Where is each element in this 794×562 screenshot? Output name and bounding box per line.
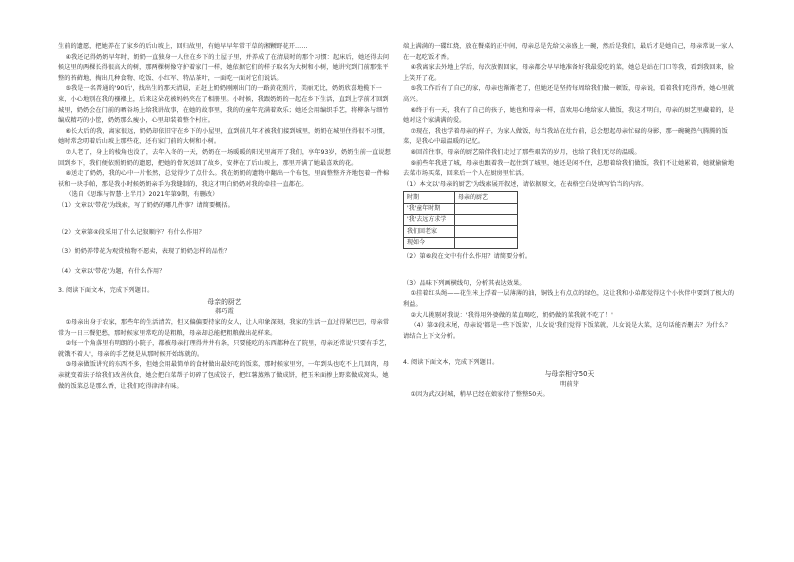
table-header: 时期 [404, 192, 455, 203]
paragraph: ①因为武汉封城，稍早已经在娘家待了整整50天。 [410, 391, 549, 399]
paragraph: ②每一个角落里有明朗的小院子，都被母亲打理得井井有条，只要能吃的东西都种在了院里，母亲还常说'只要有手艺，就饿不着人'，母亲的手艺便是从那时候开始练就的。 [58, 340, 391, 358]
paragraph: ⑦人老了，身上的棱角也没了，去年入冬的一天，奶奶在一场暖暖的阳光里离开了我们，享年93岁，奶奶生前一直说想回到乡下，我们便依照奶奶的遗愿，把她的骨灰送回了故乡，安葬在了后山坡上，那里开满了她最喜欢的花。 [58, 148, 391, 167]
answer-cell [455, 237, 518, 248]
paragraph: ⑤我是一名普通的'90后'，找出生的那天清晨，正赶上奶奶刚刚出门的一路黄花照片，美丽无比，奶奶欣喜地揽下一束，小心地别在我的襁褓上，后来这朵花被妈妈夹在了相册里。小时候，我跟奶奶的一起在乡下生活，直到上学前才回到城里，奶奶会在门前的晒谷场上给我讲故事，在她的故事里，我的的童年充满着欢乐；她还会用编织手艺，将柳条与细竹编成精巧的小筐，奶奶那么瘦小，心里却装着整个村庄。 [58, 85, 389, 125]
section-heading: 4. 阅读下面文本，完成下列题目。 [403, 359, 499, 367]
paragraph: ⑦现在，我也学着母亲的样子，为家人做饭，每当我站在灶台前，总会想起母亲忙碌的身影，那一碗碗热气腾腾的饭菜，是我心中最温暖的记忆。 [403, 127, 728, 146]
answer-cell [455, 203, 518, 214]
question-2: （2）第⑥段在文中有什么作用？请简要分析。 [403, 253, 532, 261]
paragraph: ③母亲做饭讲究的东西不多，但她会用最简单的食材做出最好吃的饭菜，那时候家里穷，一年到头也吃不上几回肉，母亲就变着法子给我们改善伙食，她会把白菜帮子切碎了包成饺子，把红薯蒸熟了做成饼，把玉米面掺上野菜做成窝头，她做的饭菜总是那么香，让我们吃得津津有味。 [58, 361, 390, 390]
question-2: （2）文章第④段采用了什么记叙顺序？有什么作用？ [58, 228, 205, 236]
right-column [403, 42, 736, 401]
table-row [404, 215, 518, 226]
essay-title: 母亲的厨艺 [207, 297, 242, 306]
paragraph: ⑨前些年我进了城，母亲也跟着我一起住到了城里，她还是闲不住，总想着给我们做饭，我们不让她累着，她就偷偷地去菜市场买菜，回来后一个人在厨房里忙活。 [403, 159, 735, 178]
essay-author: 郝巧霞 [215, 308, 234, 316]
paragraph: ①母亲出身于农家，那些年的生活清苦，但又偏偏要持家的女人，让人印象深刻，我家的生活一直过得紧巴巴，母亲常常为一日三餐犯愁，那时候家里常吃的是粗粮，母亲却总能把粗粮做出花样来。 [58, 319, 390, 337]
question-3: （3）奶奶养带花为观赏植物不愿卖，表现了奶奶怎样的品性？ [58, 248, 231, 256]
paragraph: 生前的遗愿，把她养在了家乡的后山坡上，回归故里，有她早早年常干草的湘颗野花开…… [58, 43, 308, 50]
question-3b: ②大儿挑剔对我说：'我得用外婆做的菜直喝吃，奶奶做的菜我就不吃了！' [410, 311, 613, 319]
paragraph: 端上满满的一碟红烧，放在餐桌的正中间，母亲总是先给父亲盛上一碗，然后是我们，最后才是她自己，母亲常说一家人在一起吃饭才香。 [403, 43, 734, 61]
table-header: 母亲的厨艺 [455, 192, 518, 203]
table-row [404, 237, 518, 248]
table-header-row [404, 192, 518, 203]
paragraph: ⑥终于有一天，我有了自己的孩子，她也和母亲一样，喜欢用心地给家人做饭，我这才明白，母亲的厨艺里藏着的，是她对这个家满满的爱。 [403, 106, 735, 125]
section-heading: 3. 阅读下面文本，完成下列题目。 [58, 287, 154, 295]
paragraph: ⑤我工作后有了自己的家，母亲也渐渐老了，但她还是坚持每周给我们做一顿饭，母亲说，看着我们吃得香，她心里就高兴。 [403, 85, 735, 103]
table-row [404, 203, 518, 214]
question-3a: ①挂着红头绳——花生米上浮着一层薄薄的油，铜钱上有点点的绿色，这让我和小弟都觉得这个小伙伴中要到了极大的利益。 [403, 290, 735, 309]
table-cell: '我'去远方求学 [404, 215, 455, 226]
craft-table [403, 191, 518, 249]
paragraph: ⑧送走了奶奶，我的心中一片怅然，总觉得少了点什么。我在奶奶的遗物中翻出一个布包，里面整整齐齐地包着一件棉袄和一块手帕，那是我小时候奶奶亲手为我缝制的，我这才明白奶奶对我的牵挂一直都在。 [58, 170, 390, 188]
table-question: （1）本文以'母亲的厨艺'为线索展开叙述，请依据原文，在表格空白处填写恰当的内容。 [403, 180, 648, 188]
question-3: （3）品味下列画横线句，分析其表达效果。 [403, 279, 526, 287]
left-column [58, 42, 391, 392]
table-row [404, 226, 518, 237]
paragraph: ④我还记得奶奶早年时，奶奶一直独身一人住在乡下的土屋子里，并养成了在清晨时的那个习惯：起床后，她还得去问候这里的两棵长得很高大的树，那两棵树像守护着家门一样，她依据它们的样子取名为大树和小树，她讲究到门前那张平整的苔藓地，掏出几种食物、吃饭、小红军、特品茶叶，一面吃一面对它们说话。 [58, 53, 390, 82]
table-cell: 我们回老家 [404, 226, 455, 237]
essay-title: 与母亲相守50天 [544, 370, 595, 379]
table-cell: 现如今 [404, 237, 455, 248]
question-4: （4）第③段末尾，母亲说'都是一些下饭菜'，儿女说'我们觉得下饭菜就，儿女说是大菜，这句话能否删去？为什么？请结合上下文分析。 [403, 322, 731, 340]
essay-author: 明前芽 [560, 380, 579, 388]
paragraph: ⑥长大后的我，离家很远，奶奶却依旧守在乡下的小屋里，直到前几年才被我们接到城里，奶奶在城里住得很不习惯，她时常念叨着后山坡上那些花，还有家门前的大树和小树。 [58, 127, 390, 146]
answer-cell [455, 215, 518, 226]
answer-cell [455, 226, 518, 237]
source-note: （选自《思维与智慧·上半月》2021年第9期，有删改） [65, 191, 219, 199]
paragraph: ④我离家去外地上学后，每次放假回家，母亲都会早早地准备好我最爱吃的菜，她总是站在门口等我，看到我回来，脸上笑开了花。 [403, 64, 735, 82]
table-cell: '我'童年时期 [404, 203, 455, 214]
paragraph: ⑧回首往事，母亲的厨艺陪伴我们走过了那些艰苦的岁月，也给了我们无尽的温暖。 [410, 148, 641, 156]
question-4: （4）文章以'带花'为题，有什么作用？ [58, 267, 166, 275]
question-1: （1）文章以'带花'为线索，写了奶奶的哪几件事？请简要概括。 [58, 201, 234, 209]
